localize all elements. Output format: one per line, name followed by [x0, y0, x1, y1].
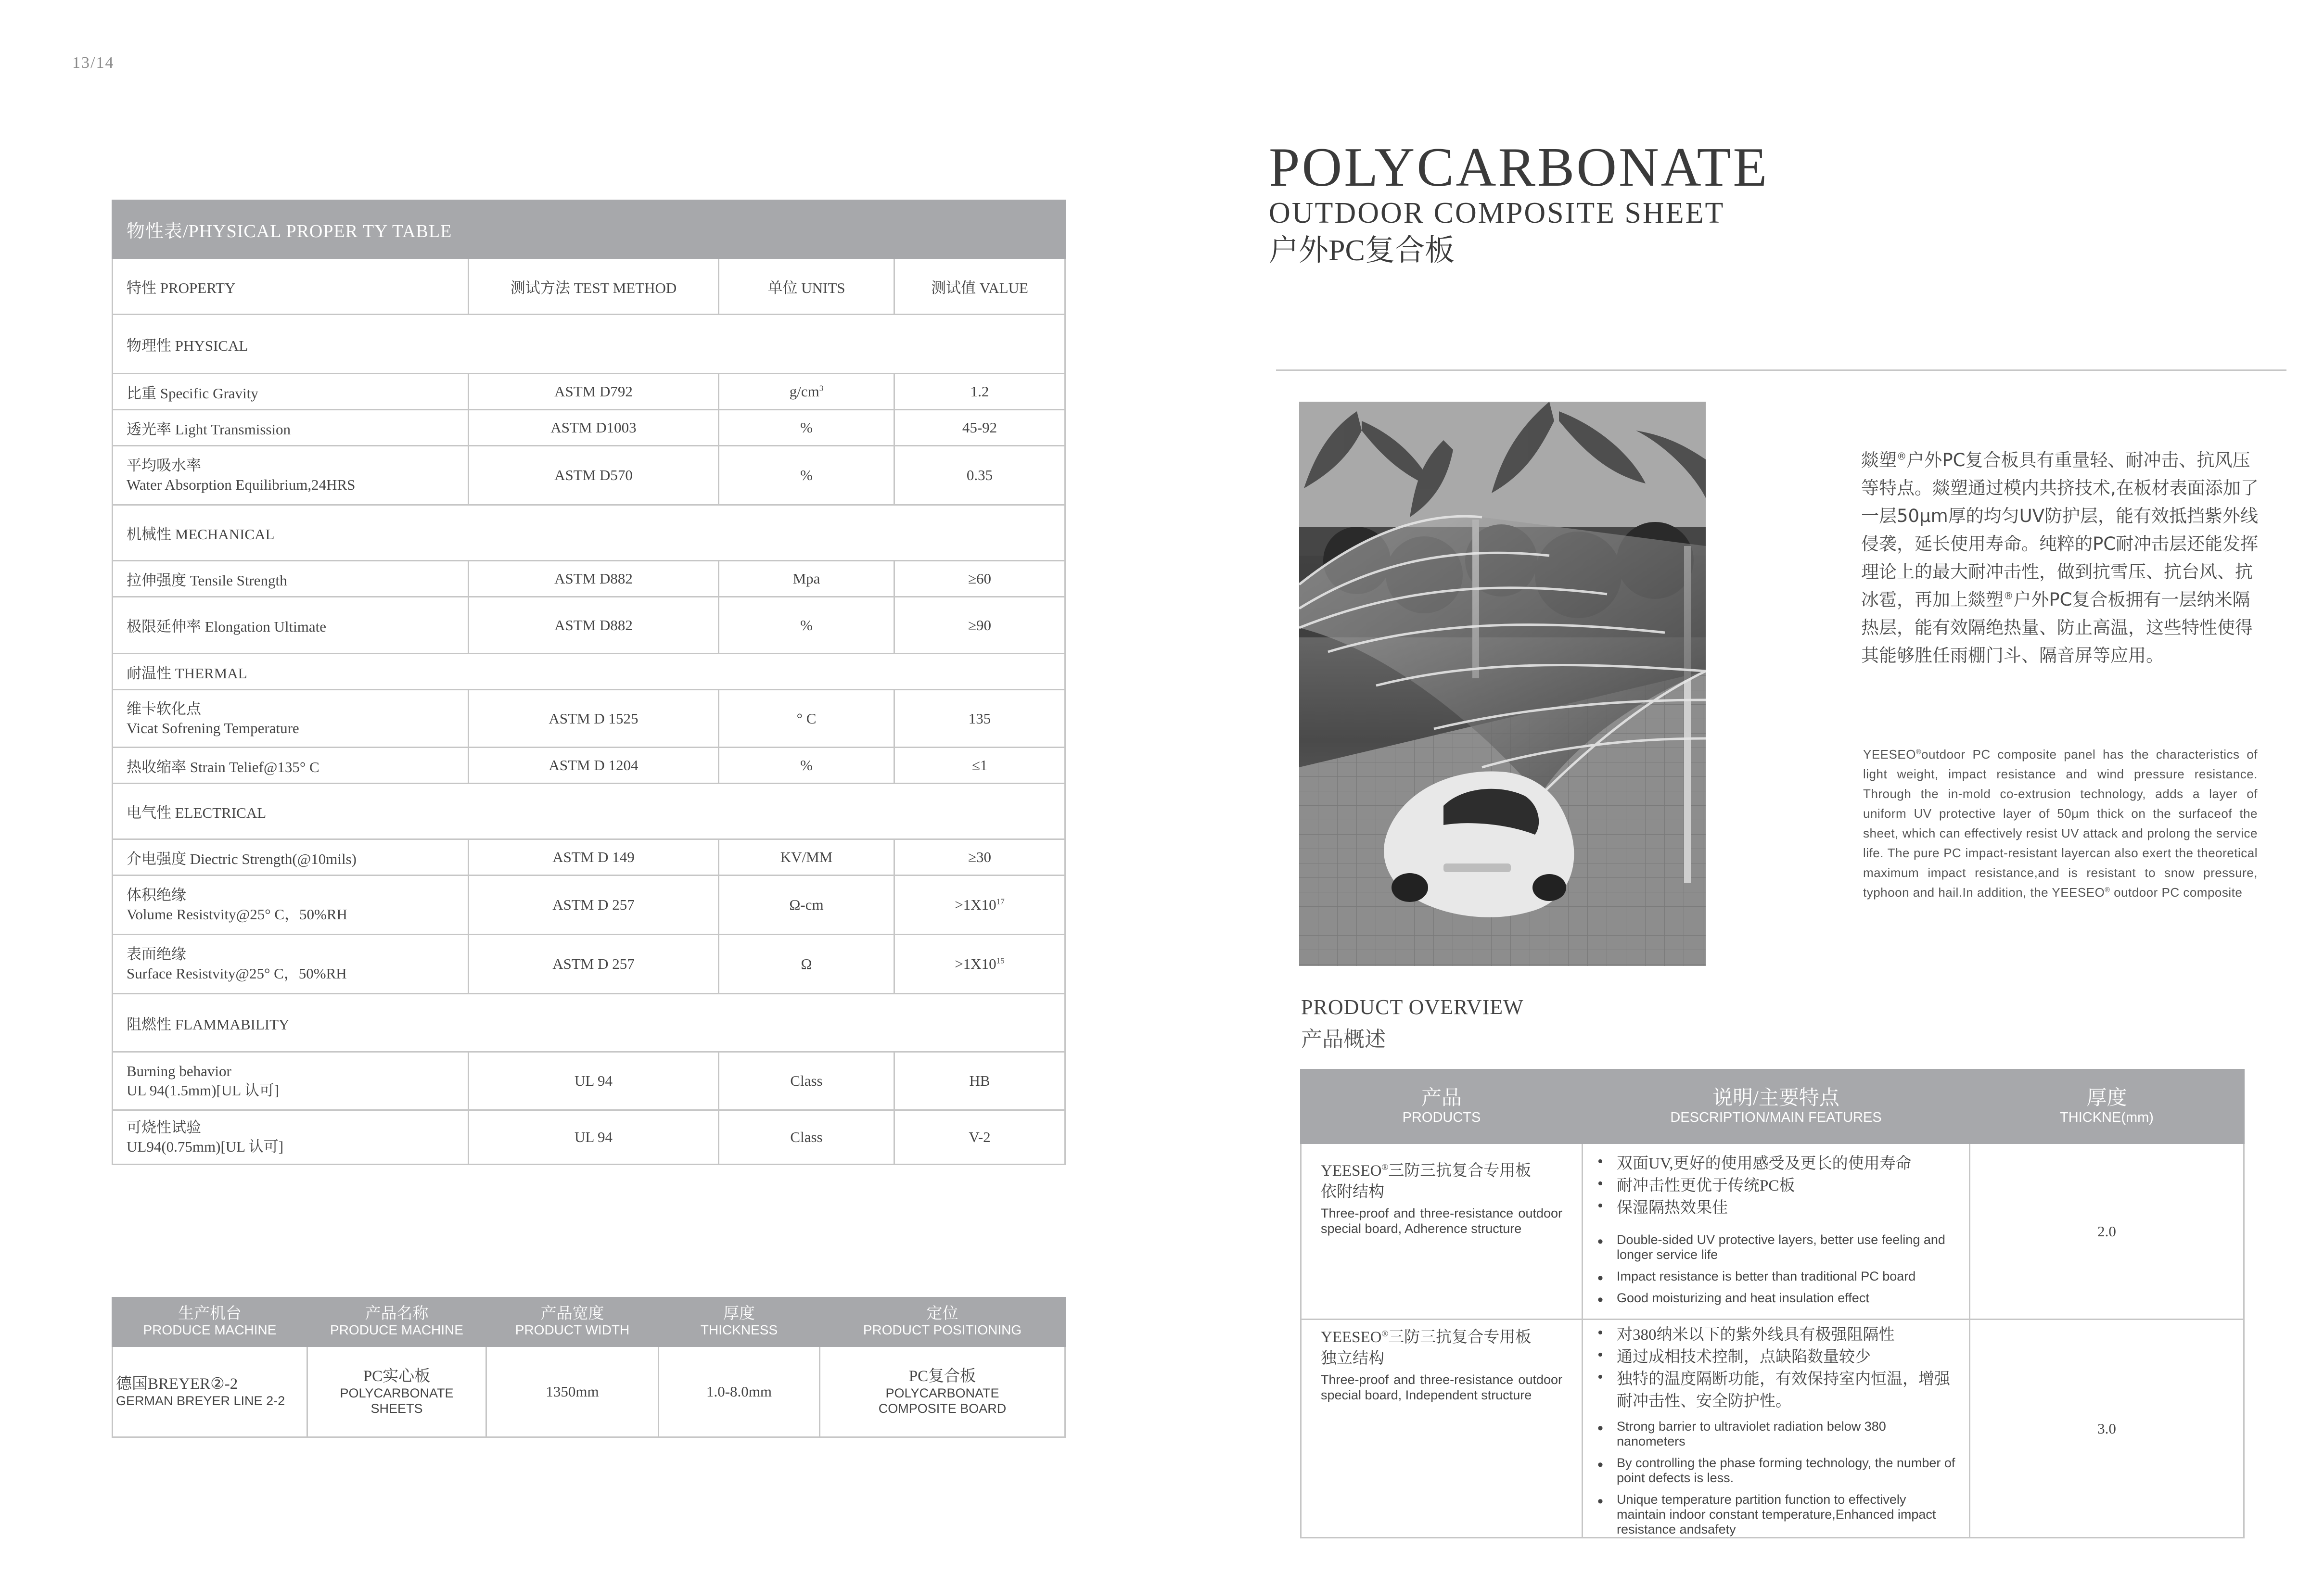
col-header-value: 测试值 VALUE [894, 258, 1065, 315]
prod-header-machine: 生产机台 PRODUCE MACHINE [113, 1298, 307, 1346]
section-thermal: 耐温性 THERMAL [113, 654, 1065, 690]
carport-photo [1299, 402, 1706, 966]
col-header-units: 单位 UNITS [719, 258, 894, 315]
list-item: • Double-sided UV protective layers, better use feeling and longer service life [1617, 1232, 1957, 1262]
table-row: 热收缩率 Strain Telief@135° C ASTM D 1204 % ≤1 [113, 748, 1065, 784]
physical-property-table [112, 200, 1066, 1165]
list-item: • By controlling the phase forming technology, the number of point defects is less. [1617, 1456, 1957, 1485]
prod-header-thickness: 厚度 THICKNESS [659, 1298, 820, 1346]
table-row: 拉伸强度 Tensile Strength ASTM D882 Mpa ≥60 [113, 561, 1065, 597]
prod-header-name: 产品名称 PRODUCE MACHINE [307, 1298, 486, 1346]
section-flammability: 阻燃性 FLAMMABILITY [113, 994, 1065, 1052]
overview-header-products: 产品 PRODUCTS [1301, 1070, 1583, 1143]
list-item: • 保湿隔热效果佳 [1617, 1197, 1957, 1219]
prod-header-positioning: 定位 PRODUCT POSITIONING [820, 1298, 1065, 1346]
description-zh: 燚塑®户外PC复合板具有重量轻、耐冲击、抗风压等特点。燚塑通过模内共挤技术,在板材表面添加了一层50μm厚的均匀UV防护层，能有效抵挡紫外线侵袭，延长使用寿命。纯粹的PC耐冲击层还能发挥理论上的最大耐冲击性，做到抗雪压、抗台风、抗冰雹，再加上燚塑®户外PC复合板拥有一层纳米隔热层，能有效隔绝热量、防止高温，这些特性使得其能够胜任雨棚门斗、隔音屏等应用。 [1861, 450, 2259, 666]
table-row: Burning behavior UL 94(1.5mm)[UL 认可] UL 94 Class HB [113, 1052, 1065, 1110]
table-row: 表面绝缘 Surface Resistvity@25° C，50%RH ASTM D 257 Ω $>1X10^{15}$ [113, 935, 1065, 994]
section-physical: 物理性 PHYSICAL [113, 315, 1065, 374]
page-number: 13/14 [72, 54, 115, 72]
divider [1276, 369, 2286, 371]
table-row: YEESEO®三防三抗复合专用板 依附结构 Three-proof and three-resistance outdoor special board, Adherence structure • 双面UV,更好的使用感受及更长的使用寿命 • 耐冲击性更优于传统PC板 • 保湿隔热效果佳 • Double-sided UV protective layers, better use feeling and longer service life • Impact resistance is better than traditional PC board • Good moisturizing and heat insulation effect 2.0 [1301, 1143, 2244, 1320]
page-subtitle: OUTDOOR COMPOSITE SHEET [1269, 197, 1725, 229]
list-item: • Strong barrier to ultraviolet radiation below 380 nanometers [1617, 1419, 1957, 1449]
section-electrical: 电气性 ELECTRICAL [113, 784, 1065, 839]
description-en: YEESEO®outdoor PC composite panel has the characteristics of light weight, impact resistance and wind pressure resistance. Through the in-mold co-extrusion technology, adds a layer of uniform UV protective layer of 50μm thick on the surfaceof the sheet, which can effectively resist UV attack and prolong the service life. The pure PC impact-resistant layercan also exert the theoretical maximum impact resistance,and is resistant to snow pressure, typhoon and hail.In addition, the YEESEO® outdoor PC composite [1863, 747, 2258, 900]
list-item: • Good moisturizing and heat insulation effect [1617, 1291, 1957, 1306]
list-item: • 对380纳米以下的紫外线具有极强阻隔性 [1617, 1324, 1957, 1346]
product-overview-table [1300, 1069, 2245, 1538]
table-row: YEESEO®三防三抗复合专用板 独立结构 Three-proof and three-resistance outdoor special board, Independent structure • 对380纳米以下的紫外线具有极强阻隔性 • 通过成相技术控制，点缺陷数量较少 • 独特的温度隔断功能，有效保持室内恒温，增强耐冲击性、安全防护性。 • Strong barrier to ultraviolet radiation below 380 nanometers • By controlling the phase forming technology, the number of point defects is less. • Unique temperature partition function to effectively maintain indoor constant temperature,Enhanced impact resistance andsafety 3.0 [1301, 1320, 2244, 1538]
col-header-method: 测试方法 TEST METHOD [469, 258, 719, 315]
list-item: • 独特的温度隔断功能，有效保持室内恒温，增强耐冲击性、安全防护性。 [1617, 1368, 1957, 1412]
page-subtitle-zh: 户外PC复合板 [1269, 234, 1455, 267]
overview-title-zh: 产品概述 [1301, 1028, 1386, 1051]
overview-title: PRODUCT OVERVIEW [1301, 995, 1524, 1019]
table-row: 可烧性试验 UL94(0.75mm)[UL 认可] UL 94 Class V-2 [113, 1110, 1065, 1165]
overview-header-description: 说明/主要特点 DESCRIPTION/MAIN FEATURES [1583, 1070, 1970, 1143]
list-item: • 通过成相技术控制，点缺陷数量较少 [1617, 1346, 1957, 1368]
prod-header-width: 产品宽度 PRODUCT WIDTH [486, 1298, 659, 1346]
table-row: 极限延伸率 Elongation Ultimate ASTM D882 % ≥90 [113, 597, 1065, 654]
list-item: • 双面UV,更好的使用感受及更长的使用寿命 [1617, 1153, 1957, 1175]
table-row: 体积绝缘 Volume Resistvity@25° C，50%RH ASTM D 257 Ω-cm $>1X10^{17}$ [113, 876, 1065, 935]
table-row: 比重 Specific Gravity ASTM D792 $g/cm^3$ 1.2 [113, 374, 1065, 410]
table-row: 介电强度 Diectric Strength(@10mils) ASTM D 149 KV/MM ≥30 [113, 839, 1065, 876]
col-header-property: 特性 PROPERTY [113, 258, 469, 315]
list-item: • 耐冲击性更优于传统PC板 [1617, 1175, 1957, 1197]
table-row: 平均吸水率 Water Absorption Equilibrium,24HRS ASTM D570 % 0.35 [113, 446, 1065, 505]
table-row: 维卡软化点 Vicat Sofrening Temperature ASTM D 1525 ° C 135 [113, 690, 1065, 748]
page-title: POLYCARBONATE [1269, 137, 1769, 198]
section-mechanical: 机械性 MECHANICAL [113, 505, 1065, 561]
list-item: • Unique temperature partition function to effectively maintain indoor constant temperature,Enhanced impact resistance andsafety [1617, 1492, 1957, 1537]
list-item: • Impact resistance is better than traditional PC board [1617, 1269, 1957, 1284]
table-row: 德国BREYER②-2 GERMAN BREYER LINE 2-2 PC实心板 POLYCARBONATE SHEETS 1350mm 1.0-8.0mm PC复合板 POLYCARBONATE COMPOSITE BOARD [113, 1346, 1065, 1437]
table-row: 透光率 Light Transmission ASTM D1003 % 45-92 [113, 410, 1065, 446]
physical-table-title: 物性表/PHYSICAL PROPER TY TABLE [113, 201, 1065, 258]
overview-header-thickness: 厚度 THICKNE(mm) [1970, 1070, 2244, 1143]
production-table [112, 1297, 1066, 1438]
